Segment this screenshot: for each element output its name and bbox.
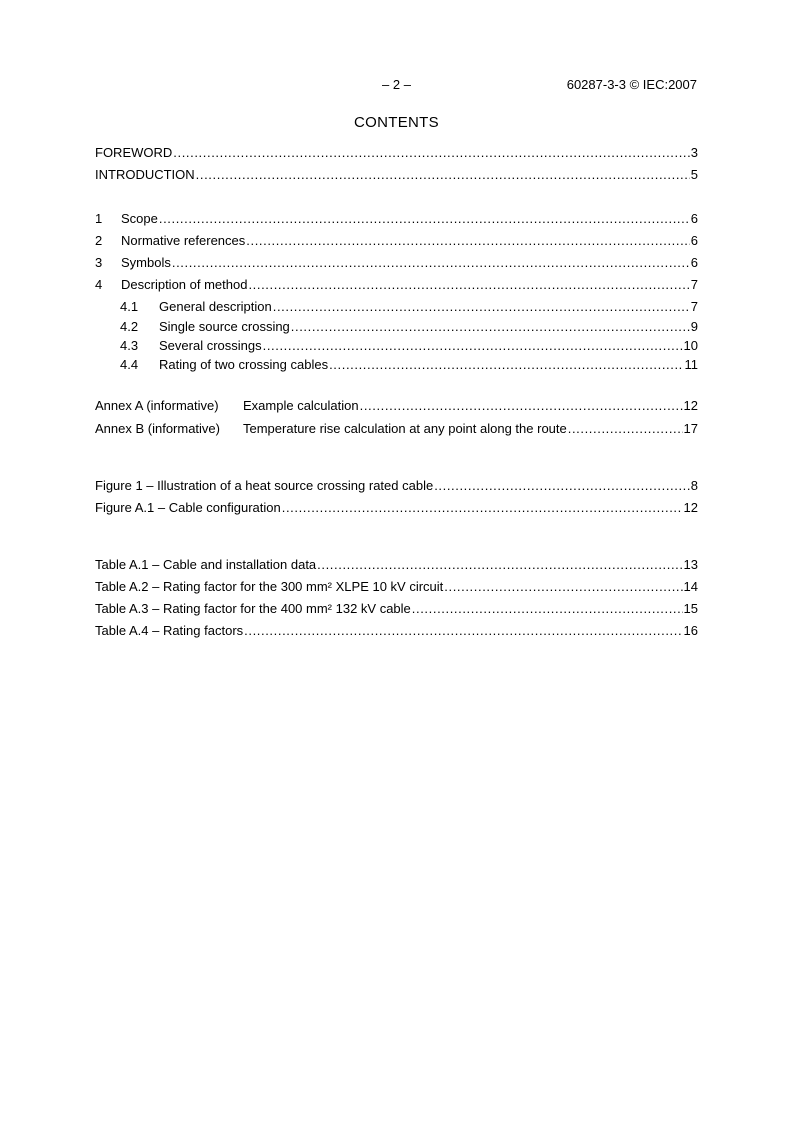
- toc-leader-dots: [329, 357, 683, 373]
- toc-entry-number: 2: [95, 233, 103, 248]
- toc-leader-dots: [273, 299, 690, 315]
- toc-leader-dots: [159, 211, 690, 227]
- toc-entry-label: Description of method: [121, 277, 248, 292]
- toc-entry-number: 4.4: [120, 357, 139, 372]
- toc-entry-page: 6: [690, 255, 698, 270]
- toc-entry-label: Table A.4 – Rating factors: [95, 623, 244, 638]
- toc-entry-annex[interactable]: [95, 398, 698, 414]
- toc-entry-number: 4.2: [120, 319, 139, 334]
- toc-entry-label: Normative references: [121, 233, 246, 248]
- toc-entry-page: 13: [683, 557, 698, 572]
- toc-leader-dots: [263, 338, 683, 354]
- toc-leader-dots: [317, 557, 682, 573]
- toc-entry-page: 7: [690, 299, 698, 314]
- toc-entry-clause[interactable]: [95, 211, 698, 227]
- toc-entry-table[interactable]: [95, 557, 698, 573]
- toc-entry-foreword[interactable]: [95, 145, 698, 161]
- toc-entry-number: 1: [95, 211, 103, 226]
- toc-entry-number: 4.3: [120, 338, 139, 353]
- toc-entry-page: 11: [684, 357, 698, 372]
- toc-entry-page: 9: [690, 319, 698, 334]
- contents-title: CONTENTS: [354, 114, 439, 131]
- toc-entry-figure[interactable]: [95, 478, 698, 494]
- toc-entry-label: FOREWORD: [95, 145, 173, 160]
- toc-leader-dots: [246, 233, 689, 249]
- toc-entry-subclause[interactable]: [95, 299, 698, 315]
- toc-leader-dots: [360, 398, 683, 414]
- toc-entry-page: 10: [683, 338, 698, 353]
- toc-entry-page: 12: [683, 500, 698, 515]
- toc-leader-dots: [291, 319, 690, 335]
- toc-entry-label: Temperature rise calculation at any point along the route: [243, 421, 567, 436]
- toc-entry-label: Single source crossing: [159, 319, 290, 334]
- toc-entry-annex[interactable]: [95, 421, 698, 437]
- toc-entry-label: Figure A.1 – Cable configuration: [95, 500, 281, 515]
- toc-entry-table[interactable]: [95, 579, 698, 595]
- toc-entry-clause[interactable]: [95, 233, 698, 249]
- toc-entry-subclause[interactable]: [95, 319, 698, 335]
- toc-entry-label: Several crossings: [159, 338, 262, 353]
- toc-entry-number: 3: [95, 255, 103, 270]
- toc-leader-dots: [412, 601, 683, 617]
- toc-leader-dots: [568, 421, 683, 437]
- toc-entry-page: 12: [683, 398, 698, 413]
- toc-entry-number: 4.1: [120, 299, 139, 314]
- toc-leader-dots: [248, 277, 689, 293]
- toc-entry-label: Figure 1 – Illustration of a heat source crossing rated cable: [95, 478, 434, 493]
- toc-entry-label: Rating of two crossing cables: [159, 357, 329, 372]
- toc-entry-table[interactable]: [95, 623, 698, 639]
- toc-entry-label: Scope: [121, 211, 158, 226]
- toc-entry-page: 16: [683, 623, 698, 638]
- toc-annex-prefix: Annex B (informative): [95, 421, 220, 436]
- toc-annex-prefix: Annex A (informative): [95, 398, 219, 413]
- toc-entry-page: 17: [683, 421, 698, 436]
- toc-leader-dots: [173, 145, 689, 161]
- toc-entry-label: INTRODUCTION: [95, 167, 195, 182]
- toc-leader-dots: [244, 623, 682, 639]
- toc-leader-dots: [444, 579, 682, 595]
- toc-leader-dots: [282, 500, 683, 516]
- toc-entry-page: 3: [690, 145, 698, 160]
- toc-entry-page: 8: [690, 478, 698, 493]
- toc-entry-page: 6: [690, 233, 698, 248]
- toc-entry-page: 7: [690, 277, 698, 292]
- page-number: – 2 –: [382, 77, 411, 92]
- toc-entry-page: 15: [683, 601, 698, 616]
- toc-entry-number: 4: [95, 277, 103, 292]
- toc-entry-page: 14: [683, 579, 698, 594]
- toc-entry-label: Table A.2 – Rating factor for the 300 mm² XLPE 10 kV circuit: [95, 579, 444, 594]
- toc-leader-dots: [172, 255, 690, 271]
- toc-entry-page: 5: [690, 167, 698, 182]
- toc-entry-label: Example calculation: [243, 398, 359, 413]
- toc-entry-figure[interactable]: [95, 500, 698, 516]
- toc-entry-subclause[interactable]: [95, 338, 698, 354]
- toc-entry-subclause[interactable]: [95, 357, 698, 373]
- toc-entry-page: 6: [690, 211, 698, 226]
- toc-leader-dots: [196, 167, 690, 183]
- toc-entry-clause[interactable]: [95, 277, 698, 293]
- toc-entry-label: Table A.3 – Rating factor for the 400 mm² 132 kV cable: [95, 601, 411, 616]
- document-reference: 60287-3-3 © IEC:2007: [566, 77, 697, 92]
- toc-entry-label: Symbols: [121, 255, 171, 270]
- toc-entry-clause[interactable]: [95, 255, 698, 271]
- toc-leader-dots: [434, 478, 690, 494]
- toc-entry-label: Table A.1 – Cable and installation data: [95, 557, 317, 572]
- toc-entry-introduction[interactable]: [95, 167, 698, 183]
- toc-entry-table[interactable]: [95, 601, 698, 617]
- toc-entry-label: General description: [159, 299, 272, 314]
